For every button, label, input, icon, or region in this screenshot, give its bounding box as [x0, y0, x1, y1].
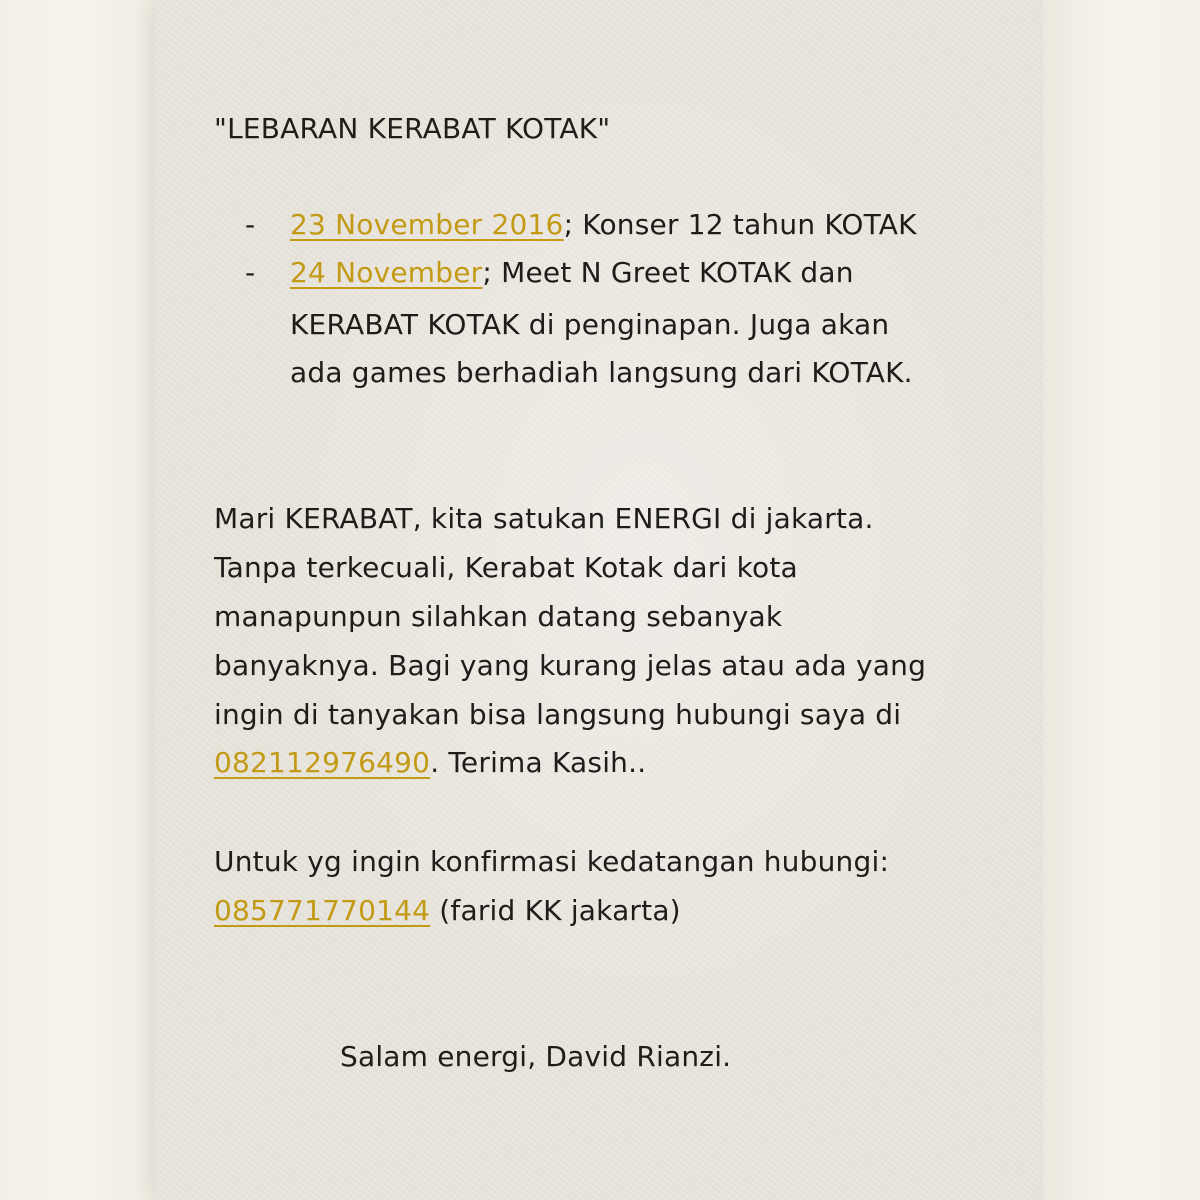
- right-margin: [1043, 0, 1200, 1200]
- list-item-2-continuation: ada games berhadiah langsung dari KOTAK.: [290, 356, 913, 389]
- list-item-1: [290, 208, 917, 241]
- date-link-24-november[interactable]: 24 November: [290, 256, 483, 289]
- list-item-2-continuation: KERABAT KOTAK di penginapan. Juga akan: [290, 308, 890, 341]
- paragraph-phone-line: [214, 746, 646, 779]
- list-marker: -: [245, 256, 256, 289]
- paragraph-line: manapunpun silahkan datang sebanyak: [214, 600, 783, 633]
- page-title: "LEBARAN KERABAT KOTAK": [214, 112, 611, 145]
- paragraph-phone-after: . Terima Kasih..: [430, 746, 647, 779]
- list-item-2: [290, 256, 854, 289]
- list-item-1-text: ; Konser 12 tahun KOTAK: [563, 208, 917, 241]
- paragraph-line: Mari KERABAT, kita satukan ENERGI di jakarta.: [214, 502, 874, 535]
- date-link-23-november[interactable]: 23 November 2016: [290, 208, 564, 241]
- paragraph-line: Tanpa terkecuali, Kerabat Kotak dari kota: [214, 551, 798, 584]
- paragraph-line: banyaknya. Bagi yang kurang jelas atau ada yang: [214, 649, 927, 682]
- list-marker: -: [245, 208, 256, 241]
- phone-link-david[interactable]: 082112976490: [214, 746, 431, 779]
- confirm-phone-after: (farid KK jakarta): [430, 894, 681, 927]
- confirm-phone-line: [214, 894, 681, 927]
- closing-signature: Salam energi, David Rianzi.: [340, 1040, 732, 1073]
- phone-link-farid[interactable]: 085771770144: [214, 894, 431, 927]
- list-item-2-text: ; Meet N Greet KOTAK dan: [482, 256, 854, 289]
- paragraph-line: ingin di tanyakan bisa langsung hubungi saya di: [214, 698, 902, 731]
- confirm-line: Untuk yg ingin konfirmasi kedatangan hubungi:: [214, 845, 890, 878]
